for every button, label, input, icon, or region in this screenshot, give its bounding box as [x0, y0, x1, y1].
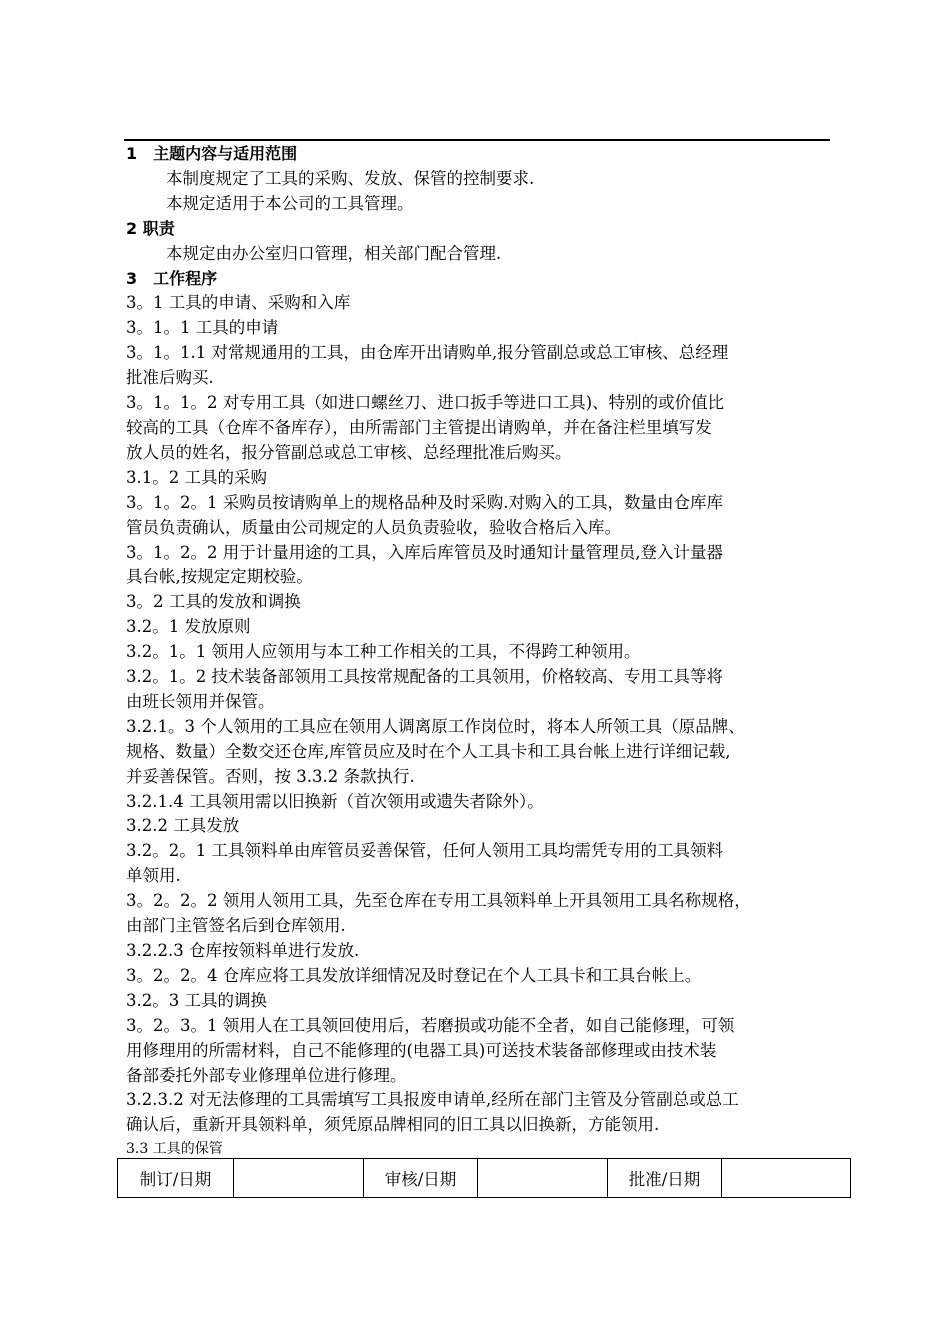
text-line: 本规定由办公室归口管理，相关部门配合管理.	[166, 243, 502, 263]
header-rule	[124, 139, 830, 141]
text-line: 3.1。2 工具的采购	[126, 467, 267, 487]
section-heading: 1 主题内容与适用范围	[126, 144, 298, 163]
text-line: 3.2.2 工具发放	[126, 816, 240, 836]
text-line: 3.2.2.3 仓库按领料单进行发放.	[126, 941, 360, 960]
text-line: 3。1。2。1 采购员按请购单上的规格品种及时采购.对购入的工具，数量由仓库库	[126, 492, 723, 512]
text-line: 用修理用的所需材料，自己不能修理的(电器工具)可送技术装备部修理或由技术装	[126, 1040, 717, 1060]
text-line: 由班长领用并保管。	[126, 691, 275, 711]
text-line: 3。1。1 工具的申请	[126, 318, 279, 338]
text-line: 备部委托外部专业修理单位进行修理。	[126, 1065, 407, 1085]
text-line: 3。2。2。4 仓库应将工具发放详细情况及时登记在个人工具卡和工具台帐上。	[126, 965, 702, 985]
text-line: 并妥善保管。否则，按 3.3.2 条款执行.	[126, 766, 415, 786]
text-line: 本规定适用于本公司的工具管理。	[166, 193, 414, 213]
text-line: 确认后，重新开具领料单，须凭原品牌相同的旧工具以旧换新，方能领用.	[126, 1115, 660, 1135]
text-line: 3。1。1。2 对专用工具（如进口螺丝刀、进口扳手等进口工具)、特别的或价值比	[126, 393, 725, 413]
section-heading: 2 职责	[126, 218, 175, 238]
approved-date-value	[722, 1159, 851, 1198]
text-line: 3.2。3 工具的调换	[126, 990, 267, 1010]
text-line: 3.2。1 发放原则	[126, 617, 251, 637]
reviewed-date-label: 审核/日期	[364, 1159, 478, 1198]
section-heading: 3 工作程序	[126, 268, 218, 288]
text-line: 规格、数量）全数交还仓库,库管员应及时在个人工具卡和工具台帐上进行详细记载,	[126, 741, 731, 761]
drafted-date-value	[234, 1159, 364, 1198]
text-line: 管员负责确认，质量由公司规定的人员负责验收，验收合格后入库。	[126, 517, 621, 537]
text-line: 3.2。2。1 工具领料单由库管员妥善保管，任何人领用工具均需凭专用的工具领料	[126, 841, 723, 861]
text-line: 由部门主管签名后到仓库领用.	[126, 916, 346, 936]
text-line: 3.2。1。1 领用人应领用与本工种工作相关的工具，不得跨工种领用。	[126, 642, 641, 662]
text-line: 3.2。1。2 技术装备部领用工具按常规配备的工具领用，价格较高、专用工具等将	[126, 667, 723, 687]
signature-table	[117, 1158, 851, 1198]
text-line: 3.2.1。3 个人领用的工具应在领用人调离原工作岗位时，将本人所领工具（原品牌、	[126, 716, 745, 736]
text-line: 3。2。2。2 领用人领用工具，先至仓库在专用工具领料单上开具领用工具名称规格，	[126, 891, 751, 911]
approved-date-label: 批准/日期	[608, 1159, 722, 1198]
text-line: 单领用.	[126, 866, 181, 886]
drafted-date-label: 制订/日期	[118, 1159, 234, 1198]
text-line: 3。2 工具的发放和调换	[126, 592, 301, 612]
text-line: 具台帐,按规定定期校验。	[126, 567, 313, 587]
text-line: 3。1 工具的申请、采购和入库	[126, 293, 351, 313]
signature-row	[118, 1159, 851, 1198]
reviewed-date-value	[478, 1159, 608, 1198]
text-line: 3.3 工具的保管	[126, 1141, 223, 1158]
text-line: 3.2.1.4 工具领用需以旧换新（首次领用或遗失者除外）。	[126, 791, 544, 811]
text-line: 批准后购买.	[126, 368, 214, 388]
text-line: 放人员的姓名，报分管副总或总工审核、总经理批准后购买。	[126, 442, 572, 462]
text-line: 3。2。3。1 领用人在工具领回使用后，若磨损或功能不全者，如自己能修理，可领	[126, 1015, 735, 1035]
text-line: 本制度规定了工具的采购、发放、保管的控制要求.	[166, 168, 535, 188]
text-line: 3。1。1.1 对常规通用的工具，由仓库开出请购单,报分管副总或总工审核、总经理	[126, 343, 729, 363]
text-line: 较高的工具（仓库不备库存），由所需部门主管提出请购单，并在备注栏里填写发	[126, 417, 712, 437]
document-body	[126, 142, 832, 1160]
text-line: 3。1。2。2 用于计量用途的工具，入库后库管员及时通知计量管理员,登入计量器	[126, 542, 723, 562]
text-line: 3.2.3.2 对无法修理的工具需填写工具报废申请单,经所在部门主管及分管副总或总工	[126, 1090, 739, 1110]
